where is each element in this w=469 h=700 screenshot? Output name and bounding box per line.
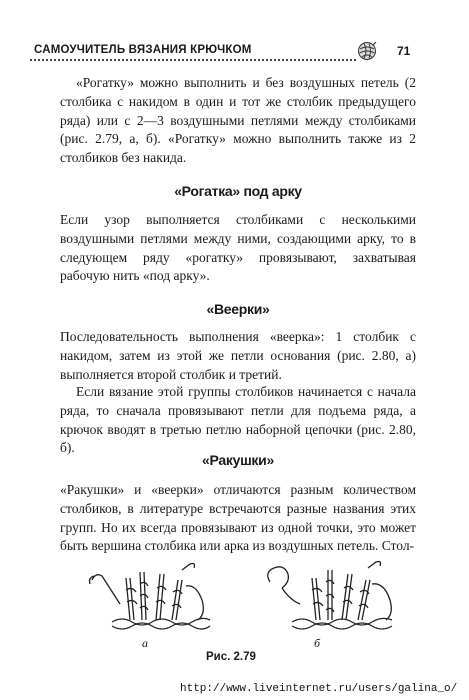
figure-label-a: а (142, 636, 148, 650)
heading-rakushki: «Ракушки» (202, 452, 274, 468)
page-number: 71 (397, 44, 411, 58)
paragraph-veerki-row-start: Если вязание этой группы столбиков начинается с начала ряда, то сначала провязывают петли для подъема ряда, а крючок вводят в третью петлю наборной цепочки (рис. 2.80, б). (60, 384, 416, 456)
running-title: САМОУЧИТЕЛЬ ВЯЗАНИЯ КРЮЧКОМ (34, 44, 252, 56)
source-watermark: http://www.liveinternet.ru/users/galina_o/ (180, 683, 458, 695)
paragraph-rogatka-arch: Если узор выполняется столбиками с несколькими воздушными петлями между ними, создающими арку, то в следующем ряду «рогатку» провязывают, захватывая рабочую нить «под арку». (60, 212, 416, 284)
paragraph-rakushki: «Ракушки» и «веерки» отличаются разным количеством столбиков, в литературе встречаются разные названия этих групп. Но их всегда провязывают из одной точки, это может быть вершина столбика или арка из воздушных петель. Стол- (60, 482, 416, 554)
heading-rogatka-pod-arku: «Рогатка» под арку (174, 183, 302, 199)
page-header (30, 40, 430, 62)
paragraph-veerki-sequence: Последовательность выполнения «веерка»: 1 столбик с накидом, затем из этой же петли основания (рис. 2.80, а) выполняется второй столбик и третий. (60, 329, 416, 382)
figure-caption: Рис. 2.79 (206, 651, 256, 663)
paragraph-rogatka-intro: «Рогатку» можно выполнить и без воздушных петель (2 столбика с накидом в один и тот же столбик предыдущего ряда) или с 2—3 воздушными петлями между столбиками (рис. 2.79, а, б). «Рогатку» можно выполнить также из 2 столбиков без накида. (60, 75, 416, 166)
yarn-ball-icon (357, 41, 377, 61)
heading-veerki: «Веерки» (206, 301, 270, 317)
crochet-illustration-a (82, 560, 222, 640)
figure-2-79 (82, 560, 402, 670)
figure-label-b: б (314, 636, 321, 650)
crochet-illustration-b (262, 560, 412, 640)
header-dotted-rule (30, 59, 356, 61)
